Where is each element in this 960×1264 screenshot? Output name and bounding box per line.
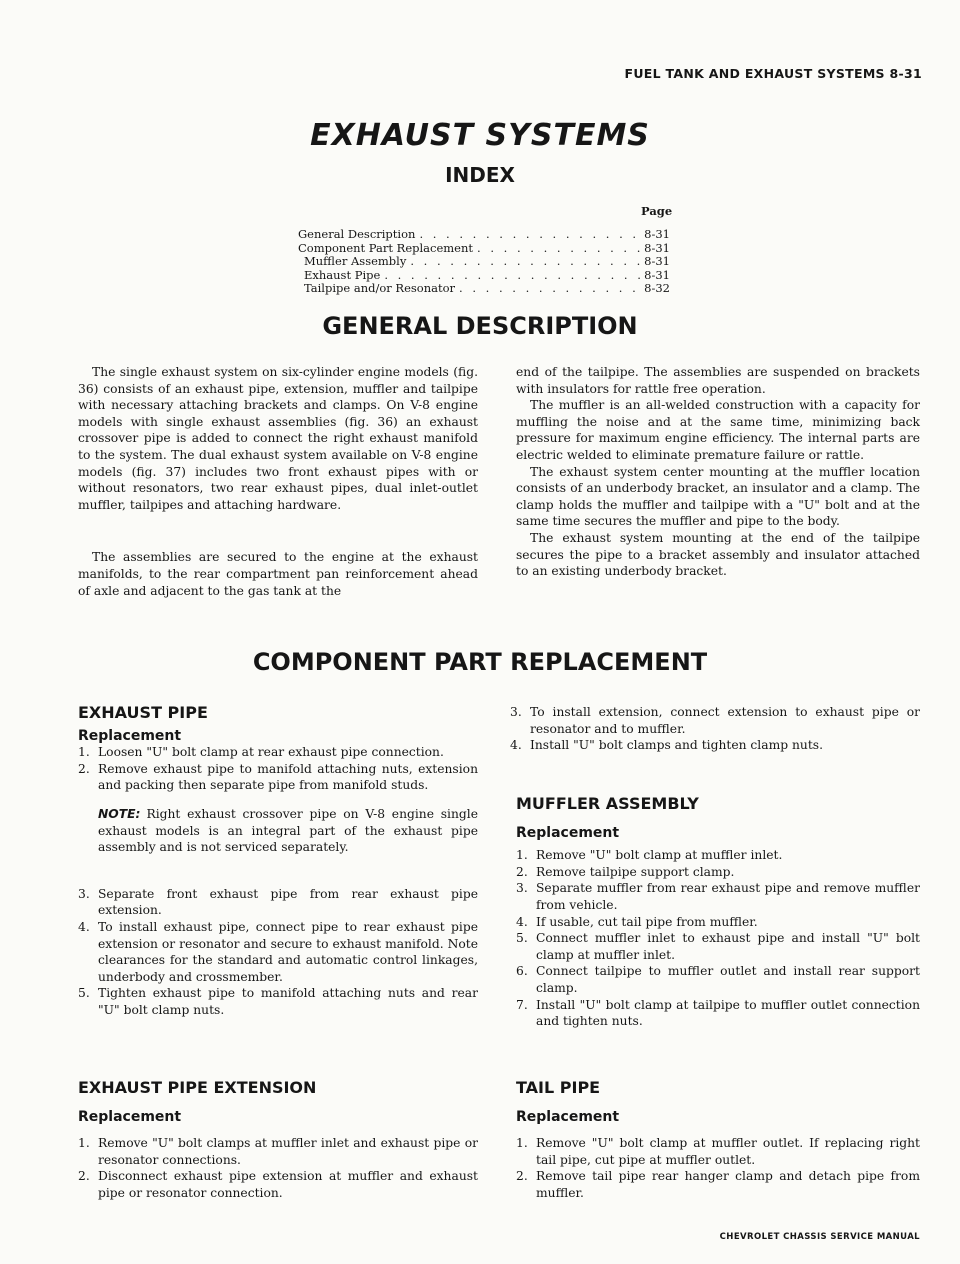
step-item [78, 985, 478, 1018]
exhaust-pipe-extension-steps-continued [510, 704, 920, 754]
step-item [78, 1135, 478, 1168]
step-item [78, 919, 478, 985]
step-text: Install "U" bolt clamp at tailpipe to muffler outlet connection and tighten nuts. [536, 997, 920, 1029]
tail-pipe-section [516, 1080, 920, 1202]
paragraph: end of the tailpipe. The assemblies are suspended on brackets with insulators for rattle free operation. [516, 365, 920, 396]
step-text: Connect tailpipe to muffler outlet and install rear support clamp. [536, 964, 920, 995]
paragraph: The muffler is an all-welded construction with a capacity for muffling the noise and at the same time, minimizing back pressure for maximum engine efficiency. The internal parts are electric welded to eliminate premature failure or rattle. [516, 398, 920, 462]
step-text: Remove "U" bolt clamp at muffler inlet. [536, 848, 783, 863]
index-entry-page: 8-31 [644, 268, 670, 282]
muffler-assembly-section [516, 796, 920, 1030]
step-number: 4. [516, 914, 528, 929]
general-description-right-column [516, 364, 920, 580]
step-number: 5. [516, 931, 528, 946]
step-text: Install "U" bolt clamps and tighten clamp nuts. [530, 738, 824, 753]
step-number: 4. [510, 738, 522, 753]
step-number: 6. [516, 964, 528, 979]
step-number: 2. [516, 864, 528, 879]
index-entry [298, 269, 670, 283]
step-text: Separate muffler from rear exhaust pipe and remove muffler from vehicle. [536, 881, 920, 912]
step-number: 2. [78, 1169, 90, 1184]
paragraph: The exhaust system center mounting at the muffler location consists of an underbody bracket, an insulator and a clamp. The clamp holds the muffler and tailpipe with a "U" bolt and at the same time secures the muffler and pipe to the body. [516, 464, 920, 529]
step-item [78, 761, 478, 794]
step-text: To install extension, connect extension to exhaust pipe or resonator and to muffler. [530, 705, 920, 736]
paragraph: The exhaust system mounting at the end of the tailpipe secures the pipe to a bracket assembly and insulator attached to an existing underbody bracket. [516, 530, 920, 579]
note [98, 806, 478, 856]
step-text: Remove tail pipe rear hanger clamp and detach pipe from muffler. [536, 1169, 920, 1200]
step-number: 2. [516, 1169, 528, 1184]
index-leader-dots [415, 228, 640, 242]
step-item [516, 963, 920, 996]
replacement-subheading: Replacement [78, 727, 182, 744]
step-text: Connect muffler inlet to exhaust pipe and install "U" bolt clamp at muffler inlet. [536, 931, 920, 962]
step-number: 3. [510, 705, 522, 719]
index-entry [298, 242, 670, 256]
exhaust-pipe-extension-steps [78, 1135, 478, 1201]
step-number: 5. [78, 986, 90, 1001]
exhaust-pipe-section [78, 705, 478, 1019]
note-label: NOTE: [98, 806, 141, 821]
step-text: Remove "U" bolt clamp at muffler outlet. If replacing right tail pipe, cut pipe at muffler outlet. [536, 1136, 920, 1167]
step-text: Remove "U" bolt clamps at muffler inlet and exhaust pipe or resonator connections. [98, 1136, 478, 1167]
muffler-assembly-steps [516, 847, 920, 1030]
step-number: 1. [516, 848, 528, 863]
step-item [516, 1168, 920, 1201]
step-number: 1. [516, 1136, 528, 1151]
muffler-assembly-title: MUFFLER ASSEMBLY [516, 794, 699, 813]
step-text: To install exhaust pipe, connect pipe to rear exhaust pipe extension or resonator and secure to exhaust manifold. Note clearances for the standard and automatic control linkages, underbody and crossmember. [98, 919, 478, 984]
step-item [516, 1135, 920, 1168]
step-item [78, 886, 478, 919]
index-entry-label: Tailpipe and/or Resonator [304, 282, 456, 296]
paragraph: The single exhaust system on six-cylinder engine models (fig. 36) consists of an exhaust pipe, extension, muffler and tailpipe with necessary attaching brackets and clamps. On V-8 engine models with single exhaust assemblies (fig. 36) an exhaust crossover pipe is added to connect the right exhaust manifold to the system. The dual exhaust system available on V-8 engine models (fig. 37) includes two front exhaust pipes with or without resonators, two rear exhaust pipes, dual inlet-outlet muffler, tailpipes and attaching hardware. [78, 365, 478, 512]
step-item [516, 880, 920, 913]
component-replacement-heading: COMPONENT PART REPLACEMENT [252, 648, 708, 676]
step-text: Separate front exhaust pipe from rear exhaust pipe extension. [98, 886, 478, 918]
index-entry-page: 8-31 [644, 255, 670, 269]
step-item [78, 1168, 478, 1201]
step-item [516, 847, 920, 864]
index-list [298, 228, 670, 296]
note-text: Right exhaust crossover pipe on V-8 engine single exhaust models is an integral part of the exhaust pipe assembly and is not serviced separately. [98, 806, 478, 855]
step-number: 3. [516, 881, 528, 896]
index-leader-dots [406, 255, 640, 269]
step-text: Loosen "U" bolt clamp at rear exhaust pipe connection. [98, 745, 444, 760]
index-entry [298, 282, 670, 296]
step-number: 1. [78, 745, 90, 760]
exhaust-pipe-title: EXHAUST PIPE [78, 703, 208, 722]
general-description-left-column [78, 364, 478, 599]
index-entry-label: Exhaust Pipe [304, 268, 381, 282]
index-leader-dots [473, 242, 640, 256]
step-item [516, 930, 920, 963]
index-entry [298, 228, 670, 242]
index-entry-page: 8-31 [644, 241, 670, 255]
page-title: EXHAUST SYSTEMS [310, 118, 650, 153]
replacement-subheading: Replacement [78, 1108, 182, 1125]
step-item [510, 704, 920, 737]
tail-pipe-title: TAIL PIPE [516, 1078, 601, 1097]
step-text: Remove tailpipe support clamp. [536, 864, 735, 879]
step-number: 2. [78, 761, 90, 776]
index-leader-dots [455, 282, 640, 296]
general-description-heading: GENERAL DESCRIPTION [322, 312, 638, 340]
index-entry-page: 8-32 [644, 282, 670, 296]
step-text: If usable, cut tail pipe from muffler. [536, 914, 758, 929]
exhaust-pipe-extension-section [78, 1080, 478, 1202]
step-number: 1. [78, 1136, 90, 1151]
index-entry-label: Muffler Assembly [304, 255, 407, 269]
step-number: 3. [78, 886, 90, 901]
step-number: 7. [516, 997, 528, 1012]
index-entry-label: Component Part Replacement [298, 241, 474, 255]
step-item [516, 914, 920, 931]
replacement-subheading: Replacement [516, 1108, 620, 1125]
exhaust-pipe-extension-title: EXHAUST PIPE EXTENSION [78, 1078, 317, 1097]
footer-logo: CHEVROLET CHASSIS SERVICE MANUAL [719, 1232, 920, 1242]
step-item [510, 737, 920, 754]
index-heading: INDEX [445, 163, 515, 187]
paragraph: The assemblies are secured to the engine at the exhaust manifolds, to the rear compartment pan reinforcement ahead of axle and adjacent to the gas tank at the [78, 550, 478, 598]
step-item [516, 864, 920, 881]
index-entry [298, 255, 670, 269]
tail-pipe-steps [516, 1135, 920, 1201]
exhaust-pipe-steps-continued [78, 886, 478, 1019]
exhaust-pipe-steps [78, 744, 478, 794]
step-item [516, 997, 920, 1030]
index-leader-dots [380, 269, 640, 283]
running-head: FUEL TANK AND EXHAUST SYSTEMS 8-31 [624, 66, 922, 81]
step-text: Disconnect exhaust pipe extension at muffler and exhaust pipe or resonator connection. [98, 1169, 478, 1200]
index-entry-label: General Description [298, 228, 416, 241]
step-text: Remove exhaust pipe to manifold attaching nuts, extension and packing then separate pipe from manifold studs. [98, 761, 478, 793]
step-text: Tighten exhaust pipe to manifold attaching nuts and rear "U" bolt clamp nuts. [98, 986, 478, 1017]
step-item [78, 744, 478, 761]
index-entry-page: 8-31 [644, 228, 670, 241]
replacement-subheading: Replacement [516, 824, 620, 841]
step-number: 4. [78, 919, 90, 934]
index-page-label: Page [641, 204, 673, 218]
